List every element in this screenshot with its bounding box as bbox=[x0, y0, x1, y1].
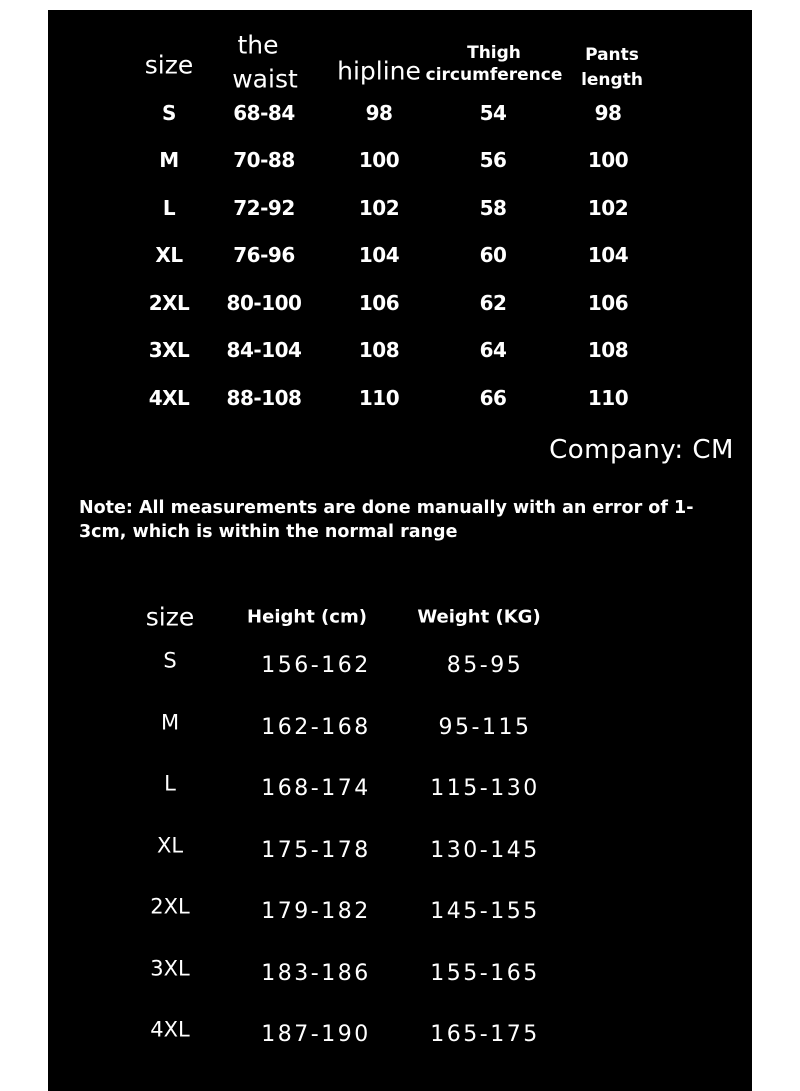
row-thigh: 56 bbox=[479, 148, 507, 173]
header-weight: Weight (KG) bbox=[417, 606, 541, 628]
row-height: 175-178 bbox=[261, 838, 371, 864]
size-chart-panel bbox=[48, 10, 752, 1091]
row-weight: 85-95 bbox=[446, 653, 524, 679]
row-hipline: 98 bbox=[365, 101, 393, 126]
header-waist-line2: waist bbox=[232, 64, 298, 94]
row-waist: 68-84 bbox=[233, 101, 295, 126]
header-size: size bbox=[145, 602, 195, 632]
row-height: 168-174 bbox=[261, 776, 371, 802]
row-height: 183-186 bbox=[261, 961, 371, 987]
row-size: L bbox=[164, 771, 176, 796]
row-height: 187-190 bbox=[261, 1022, 371, 1048]
row-height: 162-168 bbox=[261, 715, 371, 741]
row-waist: 80-100 bbox=[226, 291, 302, 316]
row-weight: 130-145 bbox=[430, 838, 540, 864]
row-pants-length: 108 bbox=[587, 338, 629, 363]
row-pants-length: 110 bbox=[587, 386, 629, 411]
header-size: size bbox=[144, 50, 194, 80]
row-waist: 88-108 bbox=[226, 386, 302, 411]
row-size: 3XL bbox=[150, 956, 190, 981]
row-size: L bbox=[162, 196, 176, 221]
row-pants-length: 104 bbox=[587, 243, 629, 268]
row-weight: 95-115 bbox=[438, 715, 532, 741]
row-thigh: 64 bbox=[479, 338, 507, 363]
header-thigh-line2: circumference bbox=[425, 64, 563, 85]
row-waist: 70-88 bbox=[233, 148, 295, 173]
row-pants-length: 102 bbox=[587, 196, 629, 221]
row-pants-length: 106 bbox=[587, 291, 629, 316]
row-height: 156-162 bbox=[261, 653, 371, 679]
header-hipline: hipline bbox=[337, 56, 421, 86]
row-size: XL bbox=[155, 243, 183, 268]
row-hipline: 104 bbox=[358, 243, 400, 268]
row-size: M bbox=[159, 148, 179, 173]
row-thigh: 58 bbox=[479, 196, 507, 221]
row-hipline: 100 bbox=[358, 148, 400, 173]
header-pants-line2: length bbox=[581, 69, 643, 90]
row-hipline: 110 bbox=[358, 386, 400, 411]
unit-label: Company: CM bbox=[549, 435, 734, 465]
row-hipline: 102 bbox=[358, 196, 400, 221]
header-waist-line1: the bbox=[237, 30, 279, 60]
header-thigh-line1: Thigh bbox=[467, 42, 521, 63]
row-thigh: 66 bbox=[479, 386, 507, 411]
row-size: 2XL bbox=[150, 894, 190, 919]
row-waist: 72-92 bbox=[233, 196, 295, 221]
row-thigh: 54 bbox=[479, 101, 507, 126]
measurement-note: Note: All measurements are done manually with an error of 1-3cm, which is within the normal range bbox=[79, 498, 694, 542]
row-weight: 165-175 bbox=[430, 1022, 540, 1048]
row-size: S bbox=[163, 648, 177, 673]
row-weight: 115-130 bbox=[430, 776, 540, 802]
row-weight: 155-165 bbox=[430, 961, 540, 987]
row-size: 4XL bbox=[150, 1017, 190, 1042]
row-height: 179-182 bbox=[261, 899, 371, 925]
header-pants-line1: Pants bbox=[585, 44, 639, 65]
row-size: XL bbox=[156, 833, 184, 858]
row-thigh: 60 bbox=[479, 243, 507, 268]
row-pants-length: 100 bbox=[587, 148, 629, 173]
row-size: 2XL bbox=[148, 291, 190, 316]
row-hipline: 106 bbox=[358, 291, 400, 316]
row-pants-length: 98 bbox=[594, 101, 622, 126]
row-size: M bbox=[160, 710, 180, 735]
row-size: S bbox=[162, 101, 176, 126]
row-size: 4XL bbox=[148, 386, 190, 411]
row-weight: 145-155 bbox=[430, 899, 540, 925]
row-hipline: 108 bbox=[358, 338, 400, 363]
row-waist: 76-96 bbox=[233, 243, 295, 268]
row-size: 3XL bbox=[148, 338, 190, 363]
row-waist: 84-104 bbox=[226, 338, 302, 363]
header-height: Height (cm) bbox=[247, 606, 367, 628]
row-thigh: 62 bbox=[479, 291, 507, 316]
